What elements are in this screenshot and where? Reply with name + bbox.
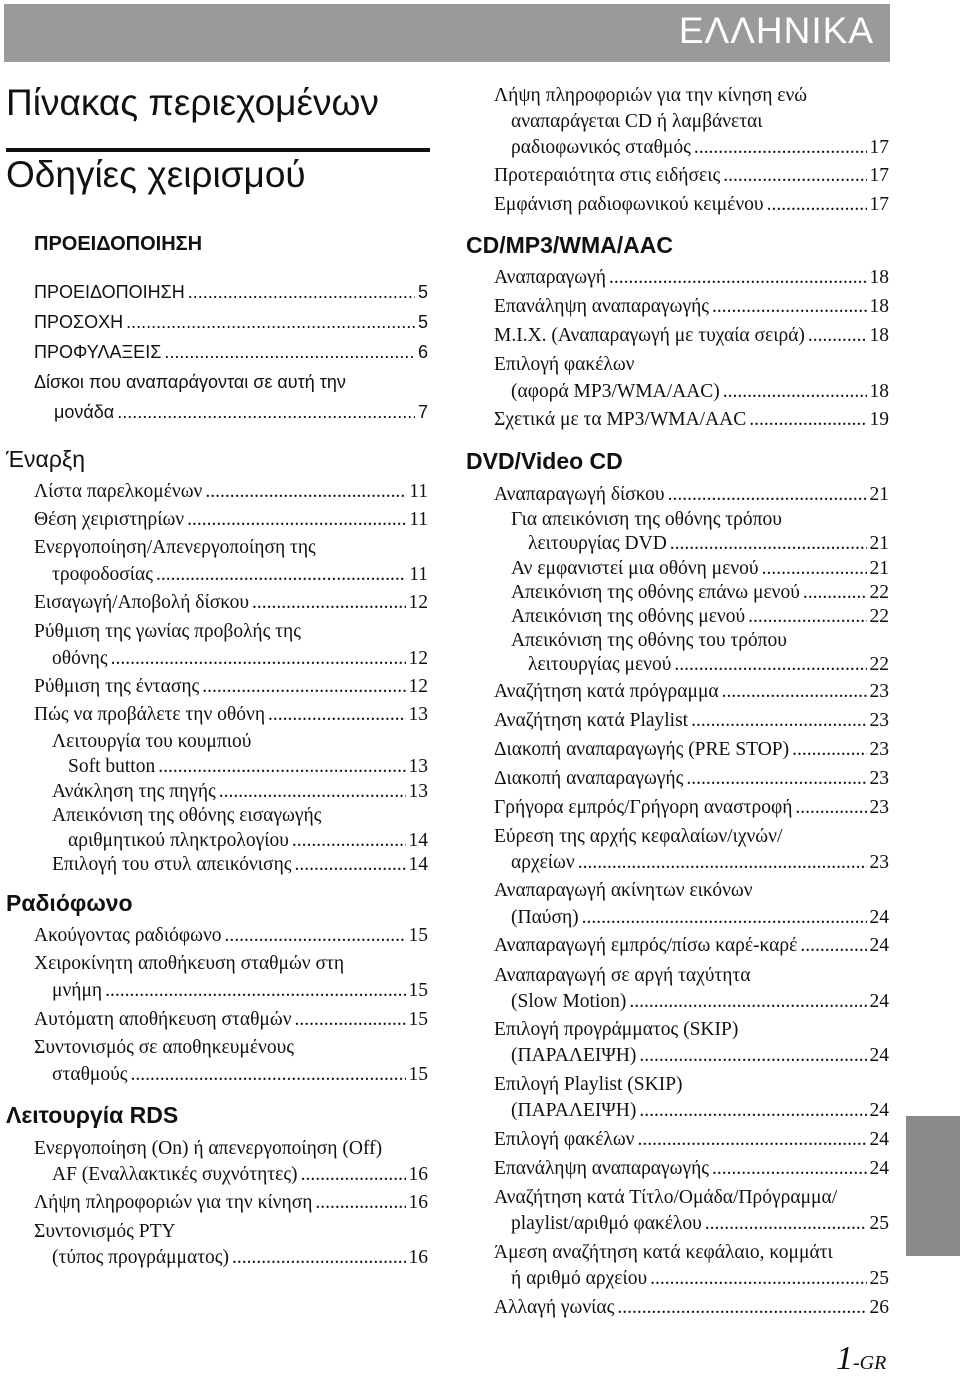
toc-entry[interactable]: Απεικόνιση της οθόνης μενού ..... 22	[511, 606, 889, 632]
toc-entry-line[interactable]: Ενεργοποίηση/Απενεργοποίηση της	[34, 537, 316, 558]
toc-entry-line[interactable]: Δίσκοι που αναπαράγονται σε αυτή την	[34, 372, 346, 392]
toc-entry[interactable]: αριθμητικού πληκτρολογίου ..... 14	[68, 830, 428, 856]
toc-entry[interactable]: (Παύση) ..... 24	[511, 907, 889, 933]
toc-entry[interactable]: Αναζήτηση κατά Playlist ..... 23	[494, 710, 889, 736]
toc-entry[interactable]: Εμφάνιση ραδιοφωνικού κειμένου ..... 17	[494, 194, 889, 220]
toc-entry[interactable]: Επανάληψη αναπαραγωγής ..... 18	[494, 296, 889, 322]
toc-entry-line[interactable]: Ρύθμιση της γωνίας προβολής της	[34, 621, 301, 642]
toc-entry[interactable]: Διακοπή αναπαραγωγής (PRE STOP) ..... 23	[494, 739, 889, 765]
toc-entry-line[interactable]: Χειροκίνητη αποθήκευση σταθμών στη	[34, 953, 345, 974]
toc-entry[interactable]: Αναπαραγωγή δίσκου ..... 21	[494, 484, 889, 510]
toc-entry-line[interactable]: Άμεση αναζήτηση κατά κεφάλαιο, κομμάτι	[494, 1242, 833, 1263]
toc-entry-line[interactable]: αναπαράγεται CD ή λαμβάνεται	[511, 111, 763, 132]
toc-entry-line[interactable]: Απεικόνιση της οθόνης εισαγωγής	[52, 805, 322, 826]
toc-entry-line[interactable]: Επιλογή προγράμματος (SKIP)	[494, 1019, 739, 1040]
toc-entry[interactable]: Αναζήτηση κατά πρόγραμμα ..... 23	[494, 681, 889, 707]
toc-entry[interactable]: μονάδα ..... 7	[54, 402, 428, 428]
toc-entry[interactable]: (τύπος προγράμματος) ..... 16	[52, 1247, 428, 1273]
toc-entry[interactable]: Διακοπή αναπαραγωγής ..... 23	[494, 768, 889, 794]
page-number: 1-GR	[836, 1340, 887, 1377]
toc-entry[interactable]: Επιλογή του στυλ απεικόνισης ..... 14	[52, 854, 428, 880]
toc-entry[interactable]: Σχετικά με τα MP3/WMA/AAC ..... 19	[494, 409, 889, 435]
toc-entry[interactable]: ή αριθμό αρχείου ..... 25	[511, 1268, 889, 1294]
start-heading: Έναρξη	[6, 446, 86, 472]
toc-entry[interactable]: Αλλαγή γωνίας ..... 26	[494, 1297, 889, 1323]
toc-entry[interactable]: M.I.X. (Αναπαραγωγή με τυχαία σειρά) ..... 18	[494, 325, 889, 351]
toc-entry[interactable]: λειτουργίας μενού ..... 22	[528, 654, 889, 680]
toc-entry[interactable]: Ρύθμιση της έντασης ..... 12	[34, 676, 428, 702]
toc-entry[interactable]: Αναπαραγωγή εμπρός/πίσω καρέ-καρέ ..... 24	[494, 935, 889, 961]
title-divider	[6, 148, 430, 152]
toc-entry-line[interactable]: Αναπαραγωγή ακίνητων εικόνων	[494, 880, 753, 901]
toc-entry[interactable]: playlist/αριθμό φακέλου ..... 25	[511, 1213, 889, 1239]
toc-entry-line[interactable]: Συντονισμός PTY	[34, 1221, 176, 1242]
toc-title: Πίνακας περιεχομένων	[6, 82, 379, 123]
radio-heading: Ραδιόφωνο	[6, 890, 133, 916]
language-header-bar	[4, 4, 890, 62]
toc-entry[interactable]: λειτουργίας DVD ..... 21	[528, 533, 889, 559]
warning-heading: ΠΡΟΕΙΔΟΠΟΙΗΣΗ	[34, 233, 203, 255]
toc-entry[interactable]: ΠΡΟΦΥΛΑΞΕΙΣ ..... 6	[34, 342, 428, 368]
toc-entry[interactable]: Θέση χειριστηρίων ..... 11	[34, 509, 428, 535]
toc-entry[interactable]: Γρήγορα εμπρός/Γρήγορη αναστροφή ..... 23	[494, 797, 889, 823]
toc-entry-line[interactable]: Ενεργοποίηση (On) ή απενεργοποίηση (Off)	[34, 1138, 383, 1159]
toc-entry[interactable]: ΠΡΟΕΙΔΟΠΟΙΗΣΗ ..... 5	[34, 282, 428, 308]
toc-entry[interactable]: ραδιοφωνικός σταθμός ..... 17	[511, 137, 889, 163]
toc-entry[interactable]: (Slow Motion) ..... 24	[511, 991, 889, 1017]
toc-entry[interactable]: Απεικόνιση της οθόνης επάνω μενού ..... 22	[511, 582, 889, 608]
toc-entry-line[interactable]: Λειτουργία του κουμπιού	[52, 731, 252, 752]
toc-entry-line[interactable]: Επιλογή φακέλων	[494, 354, 635, 375]
toc-entry[interactable]: οθόνης ..... 12	[52, 648, 428, 674]
operation-title: Οδηγίες χειρισμού	[6, 154, 306, 195]
toc-entry[interactable]: ΠΡΟΣΟΧΗ ..... 5	[34, 312, 428, 338]
toc-entry[interactable]: Προτεραιότητα στις ειδήσεις ..... 17	[494, 165, 889, 191]
dvd-heading: DVD/Video CD	[466, 448, 623, 474]
toc-entry-line[interactable]: Επιλογή Playlist (SKIP)	[494, 1074, 683, 1095]
toc-entry[interactable]: (ΠΑΡΑΛΕΙΨΗ) ..... 24	[511, 1100, 889, 1126]
toc-entry[interactable]: Πώς να προβάλετε την οθόνη ..... 13	[34, 704, 428, 730]
section-tab-marker	[906, 1116, 960, 1256]
toc-entry[interactable]: (ΠΑΡΑΛΕΙΨΗ) ..... 24	[511, 1045, 889, 1071]
toc-entry[interactable]: Ανάκληση της πηγής ..... 13	[52, 781, 428, 807]
toc-entry[interactable]: αρχείων ..... 23	[511, 852, 889, 878]
language-label: ΕΛΛΗΝΙΚΑ	[678, 10, 874, 51]
toc-entry[interactable]: Εισαγωγή/Αποβολή δίσκου ..... 12	[34, 592, 428, 618]
toc-entry-line[interactable]: Συντονισμός σε αποθηκευμένους	[34, 1037, 294, 1058]
cd-heading: CD/MP3/WMA/AAC	[466, 232, 673, 258]
toc-entry[interactable]: Ακούγοντας ραδιόφωνο ..... 15	[34, 925, 428, 951]
toc-entry-line[interactable]: Εύρεση της αρχής κεφαλαίων/ιχνών/	[494, 826, 783, 847]
toc-entry[interactable]: τροφοδοσίας ..... 11	[52, 564, 428, 590]
toc-entry[interactable]: σταθμούς ..... 15	[52, 1064, 428, 1090]
toc-entry[interactable]: AF (Εναλλακτικές συχνότητες) ..... 16	[52, 1164, 428, 1190]
toc-entry[interactable]: Soft button ..... 13	[68, 756, 428, 782]
toc-entry-line[interactable]: Λήψη πληροφοριών για την κίνηση ενώ	[494, 85, 808, 106]
toc-entry-line[interactable]: Αναπαραγωγή σε αργή ταχύτητα	[494, 965, 751, 986]
rds-heading: Λειτουργία RDS	[6, 1102, 179, 1128]
toc-entry[interactable]: Λήψη πληροφοριών για την κίνηση ..... 16	[34, 1192, 428, 1218]
toc-entry[interactable]: Αυτόματη αποθήκευση σταθμών ..... 15	[34, 1009, 428, 1035]
toc-entry[interactable]: Αν εμφανιστεί μια οθόνη μενού ..... 21	[511, 558, 889, 584]
toc-entry[interactable]: Επιλογή φακέλων ..... 24	[494, 1129, 889, 1155]
toc-entry-line[interactable]: Αναζήτηση κατά Τίτλο/Ομάδα/Πρόγραμμα/	[494, 1187, 838, 1208]
toc-entry-line[interactable]: Για απεικόνιση της οθόνης τρόπου	[511, 509, 782, 530]
toc-entry[interactable]: μνήμη ..... 15	[52, 980, 428, 1006]
toc-entry-line[interactable]: Απεικόνιση της οθόνης του τρόπου	[511, 630, 787, 651]
toc-entry[interactable]: Επανάληψη αναπαραγωγής ..... 24	[494, 1158, 889, 1184]
toc-entry[interactable]: Αναπαραγωγή ..... 18	[494, 267, 889, 293]
toc-entry[interactable]: Λίστα παρελκομένων ..... 11	[34, 481, 428, 507]
toc-entry[interactable]: (αφορά MP3/WMA/AAC) ..... 18	[511, 381, 889, 407]
